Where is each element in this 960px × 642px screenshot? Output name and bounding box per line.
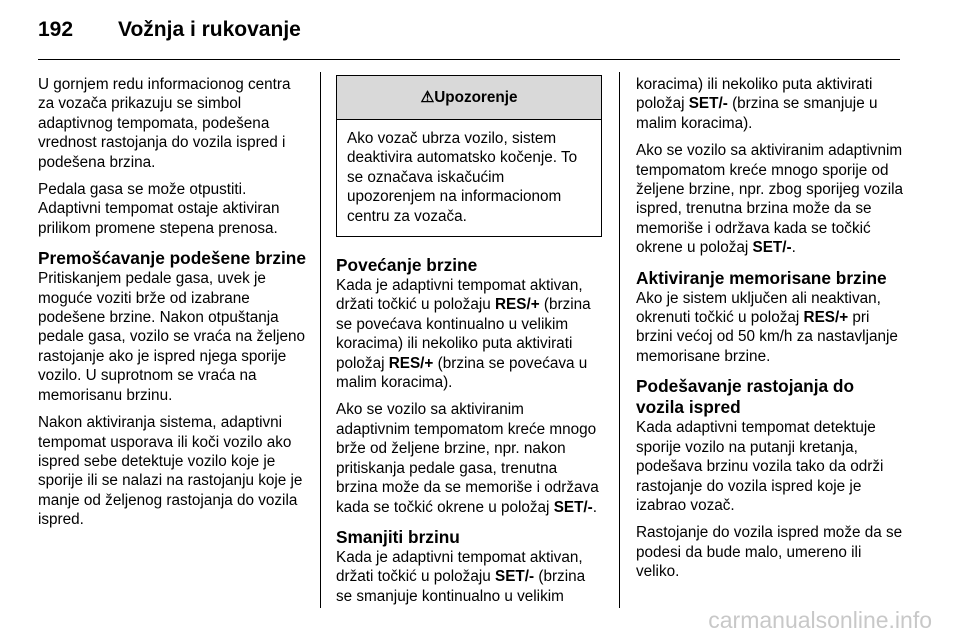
warning-box: [336, 75, 602, 237]
page-header: [38, 18, 301, 42]
section-heading-decrease: Smanjiti brzinu: [336, 526, 460, 547]
res-label: RES/+: [803, 309, 849, 327]
column-divider: [619, 72, 620, 608]
res-label: RES/+: [388, 354, 434, 372]
paragraph: Nakon aktiviranja sistema, adaptivni tempomat usporava ili koči vozilo ako ispred sebe detektuje vozilo koje je sporije ili se nalazi na rastojanju koje je manje od željenog rastojanja do vozila ispred.: [38, 414, 303, 529]
warning-title: Upozorenje: [434, 89, 518, 106]
paragraph: U gornjem redu informacionog centra za vozača prikazuju se simbol adaptivnog tempomata, podešena vrednost rastojanja do vozila ispred i podešena brzina.: [38, 76, 291, 171]
paragraph: Ako se vozilo sa aktiviranim adaptivnim tempomatom kreće mnogo brže od željene brzine, npr. nakon pritiskanja pedale gasa, trenutna brzina može da se memoriše i održava kada se točkić okrene u položaj SET/-.: [336, 401, 599, 516]
header-rule: [38, 59, 900, 60]
paragraph: Ako je sistem uključen ali neaktivan, okrenuti točkić u položaj RES/+ pri brzini većoj od 50 km/h za nastavljanje memorisane brzine.: [636, 289, 898, 365]
paragraph: Pedala gasa se može otpustiti. Adaptivni tempomat ostaje aktiviran prilikom promene stepena prenosa.: [38, 181, 280, 237]
column-3: [636, 75, 904, 590]
set-label: SET/-: [688, 95, 728, 113]
res-label: RES/+: [495, 296, 540, 314]
watermark: carmanualsonline.info: [708, 607, 932, 633]
paragraph: Pritiskanjem pedale gasa, uvek je moguće voziti brže od izabrane podešene brzine. Nakon otpuštanja pedale gasa, vozilo se vraća na željeno rastojanje ako je ispred njega sporije vozilo. U suprotnom se vraća na memorisanu brzinu.: [38, 270, 306, 404]
section-heading-override: Premošćavanje podešene brzine: [38, 248, 306, 269]
paragraph: Kada je adaptivni tempomat aktivan, držati točkić u položaju RES/+ (brzina se povećava kontinualno u velikim koracima) ili nekoliko puta aktivirati položaj RES/+ (brzina se povećava u malim koracima).: [336, 277, 591, 392]
warning-header: [337, 76, 601, 120]
set-label: SET/-: [553, 498, 593, 516]
warning-icon: ⚠: [420, 89, 435, 106]
column-2: [336, 75, 602, 614]
set-label: SET/-: [495, 568, 535, 586]
page-title: Vožnja i rukovanje: [118, 18, 301, 41]
section-heading-memory: Aktiviranje memorisane brzine: [636, 267, 887, 288]
paragraph: Kada je adaptivni tempomat aktivan, držati točkić u položaju SET/- (brzina se smanjuje kontinualno u velikim: [336, 548, 586, 605]
set-label: SET/-: [752, 239, 792, 257]
page-number: 192: [38, 18, 74, 41]
section-heading-distance: Podešavanje rastojanja do vozila ispred: [636, 376, 855, 418]
column-1: [38, 75, 310, 538]
paragraph: Kada adaptivni tempomat detektuje sporije vozilo na putanji kretanja, podešava brzinu vozila tako da održi rastojanje do vozila ispred koje je izabrao vozač.: [636, 419, 884, 514]
warning-text: Ako vozač ubrza vozilo, sistem deaktivira automatsko kočenje. To se označava iskačućim upozorenjem na informacionom centru za vozača.: [347, 130, 578, 225]
paragraph: Ako se vozilo sa aktiviranim adaptivnim tempomatom kreće mnogo sporije od željene brzine, npr. zbog sporijeg vozila ispred, trenutna brzina može da se memoriše i održava kada se točkić okrene u položaj SET/-.: [636, 142, 904, 257]
column-divider: [320, 72, 321, 608]
section-heading-increase: Povećanje brzine: [336, 255, 478, 276]
paragraph: Rastojanje do vozila ispred može da se podesi da bude malo, umereno ili veliko.: [636, 524, 903, 581]
paragraph: koracima) ili nekoliko puta aktivirati položaj SET/- (brzina se smanjuje u malim koracima).: [636, 76, 878, 132]
